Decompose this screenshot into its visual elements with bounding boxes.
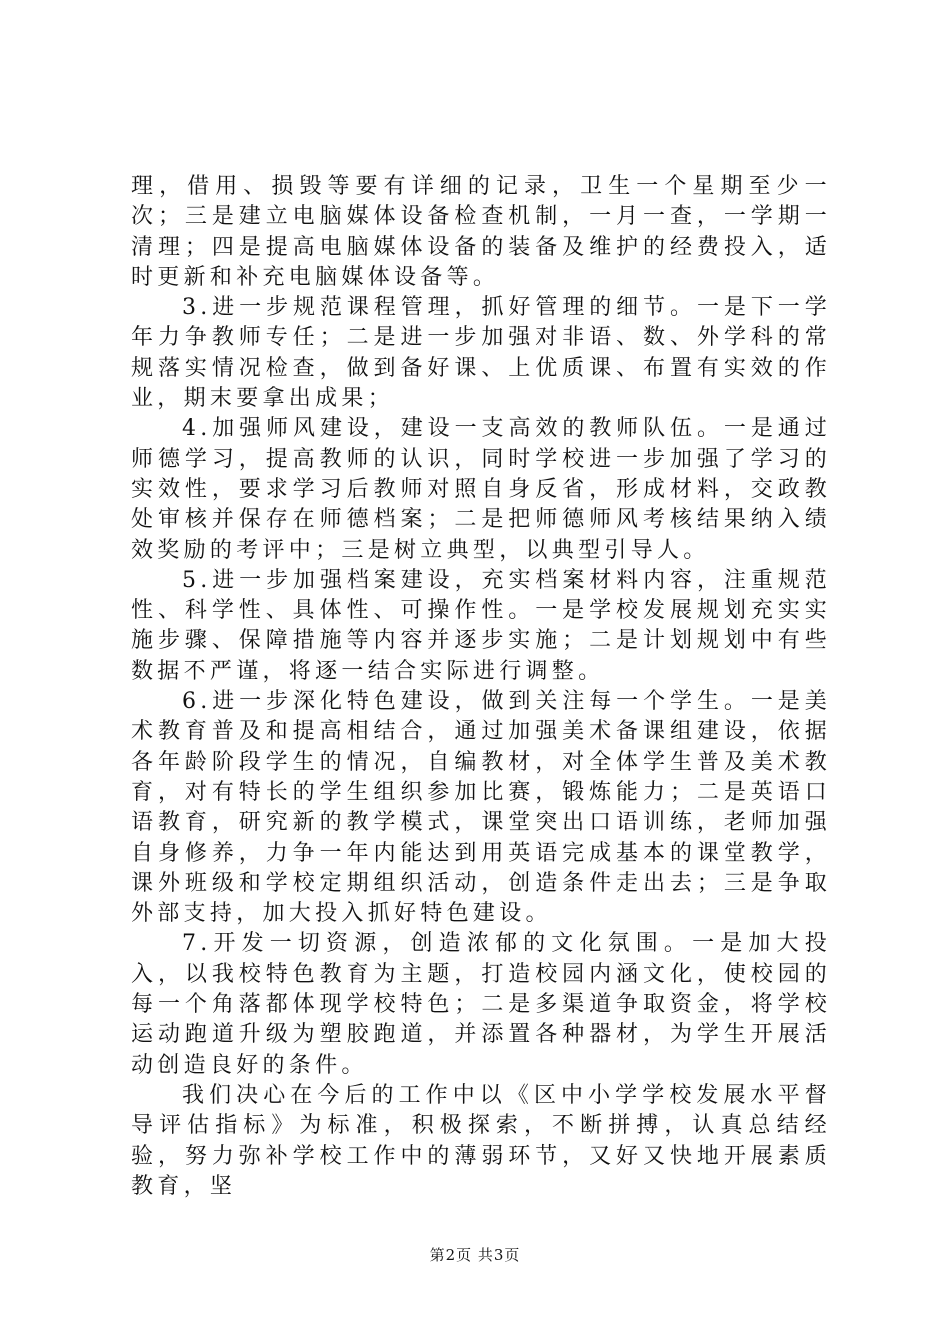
paragraph-conclusion: 我们决心在今后的工作中以《区中小学学校发展水平督导评估指标》为标准，积极探索，不断拼搏，认真总结经验，努力弥补学校工作中的薄弱环节，又好又快地开展素质教育，坚 (131, 1082, 831, 1199)
page-number-footer: 第2页 共3页 (429, 1246, 521, 1264)
paragraph-continuation: 理，借用、损毁等要有详细的记录，卫生一个星期至少一次；三是建立电脑媒体设备检查机制，一月一查，一学期一清理；四是提高电脑媒体设备的装备及维护的经费投入，适时更新和补充电脑媒体设备等。 (131, 174, 831, 290)
paragraph-item-6: 6.进一步深化特色建设，做到关注每一个学生。一是美术教育普及和提高相结合，通过加强美术备课组建设，依据各年龄阶段学生的情况，自编教材，对全体学生普及美术教育，对有特长的学生组织参加比赛，锻炼能力；二是英语口语教育，研究新的教学模式，课堂突出口语训练，老师加强自身修养，力争一年内能达到用英语完成基本的课堂教学，课外班级和学校定期组织活动，创造条件走出去；三是争取外部支持，加大投入抓好特色建设。 (131, 689, 831, 927)
paragraph-item-7: 7.开发一切资源，创造浓郁的文化氛围。一是加大投入，以我校特色教育为主题，打造校园内涵文化，使校园的每一个角落都体现学校特色；二是多渠道争取资金，将学校运动跑道升级为塑胶跑道，并添置各种器材，为学生开展活动创造良好的条件。 (131, 931, 831, 1078)
paragraph-item-3: 3.进一步规范课程管理，抓好管理的细节。一是下一学年力争教师专任；二是进一步加强对非语、数、外学科的常规落实情况检查，做到备好课、上优质课、布置有实效的作业，期末要拿出成果； (131, 295, 831, 412)
document-body (131, 172, 831, 1202)
paragraph-item-4: 4.加强师风建设，建设一支高效的教师队伍。一是通过师德学习，提高教师的认识，同时学校进一步加强了学习的实效性，要求学习后教师对照自身反省，形成材料，交政教处审核并保存在师德档案；二是把师德师风考核结果纳入绩效奖励的考评中；三是树立典型，以典型引导人。 (131, 416, 831, 563)
paragraph-item-5: 5.进一步加强档案建设，充实档案材料内容，注重规范性、科学性、具体性、可操作性。一是学校发展规划充实实施步骤、保障措施等内容并逐步实施；二是计划规划中有些数据不严谨，将逐一结合实际进行调整。 (131, 567, 831, 684)
